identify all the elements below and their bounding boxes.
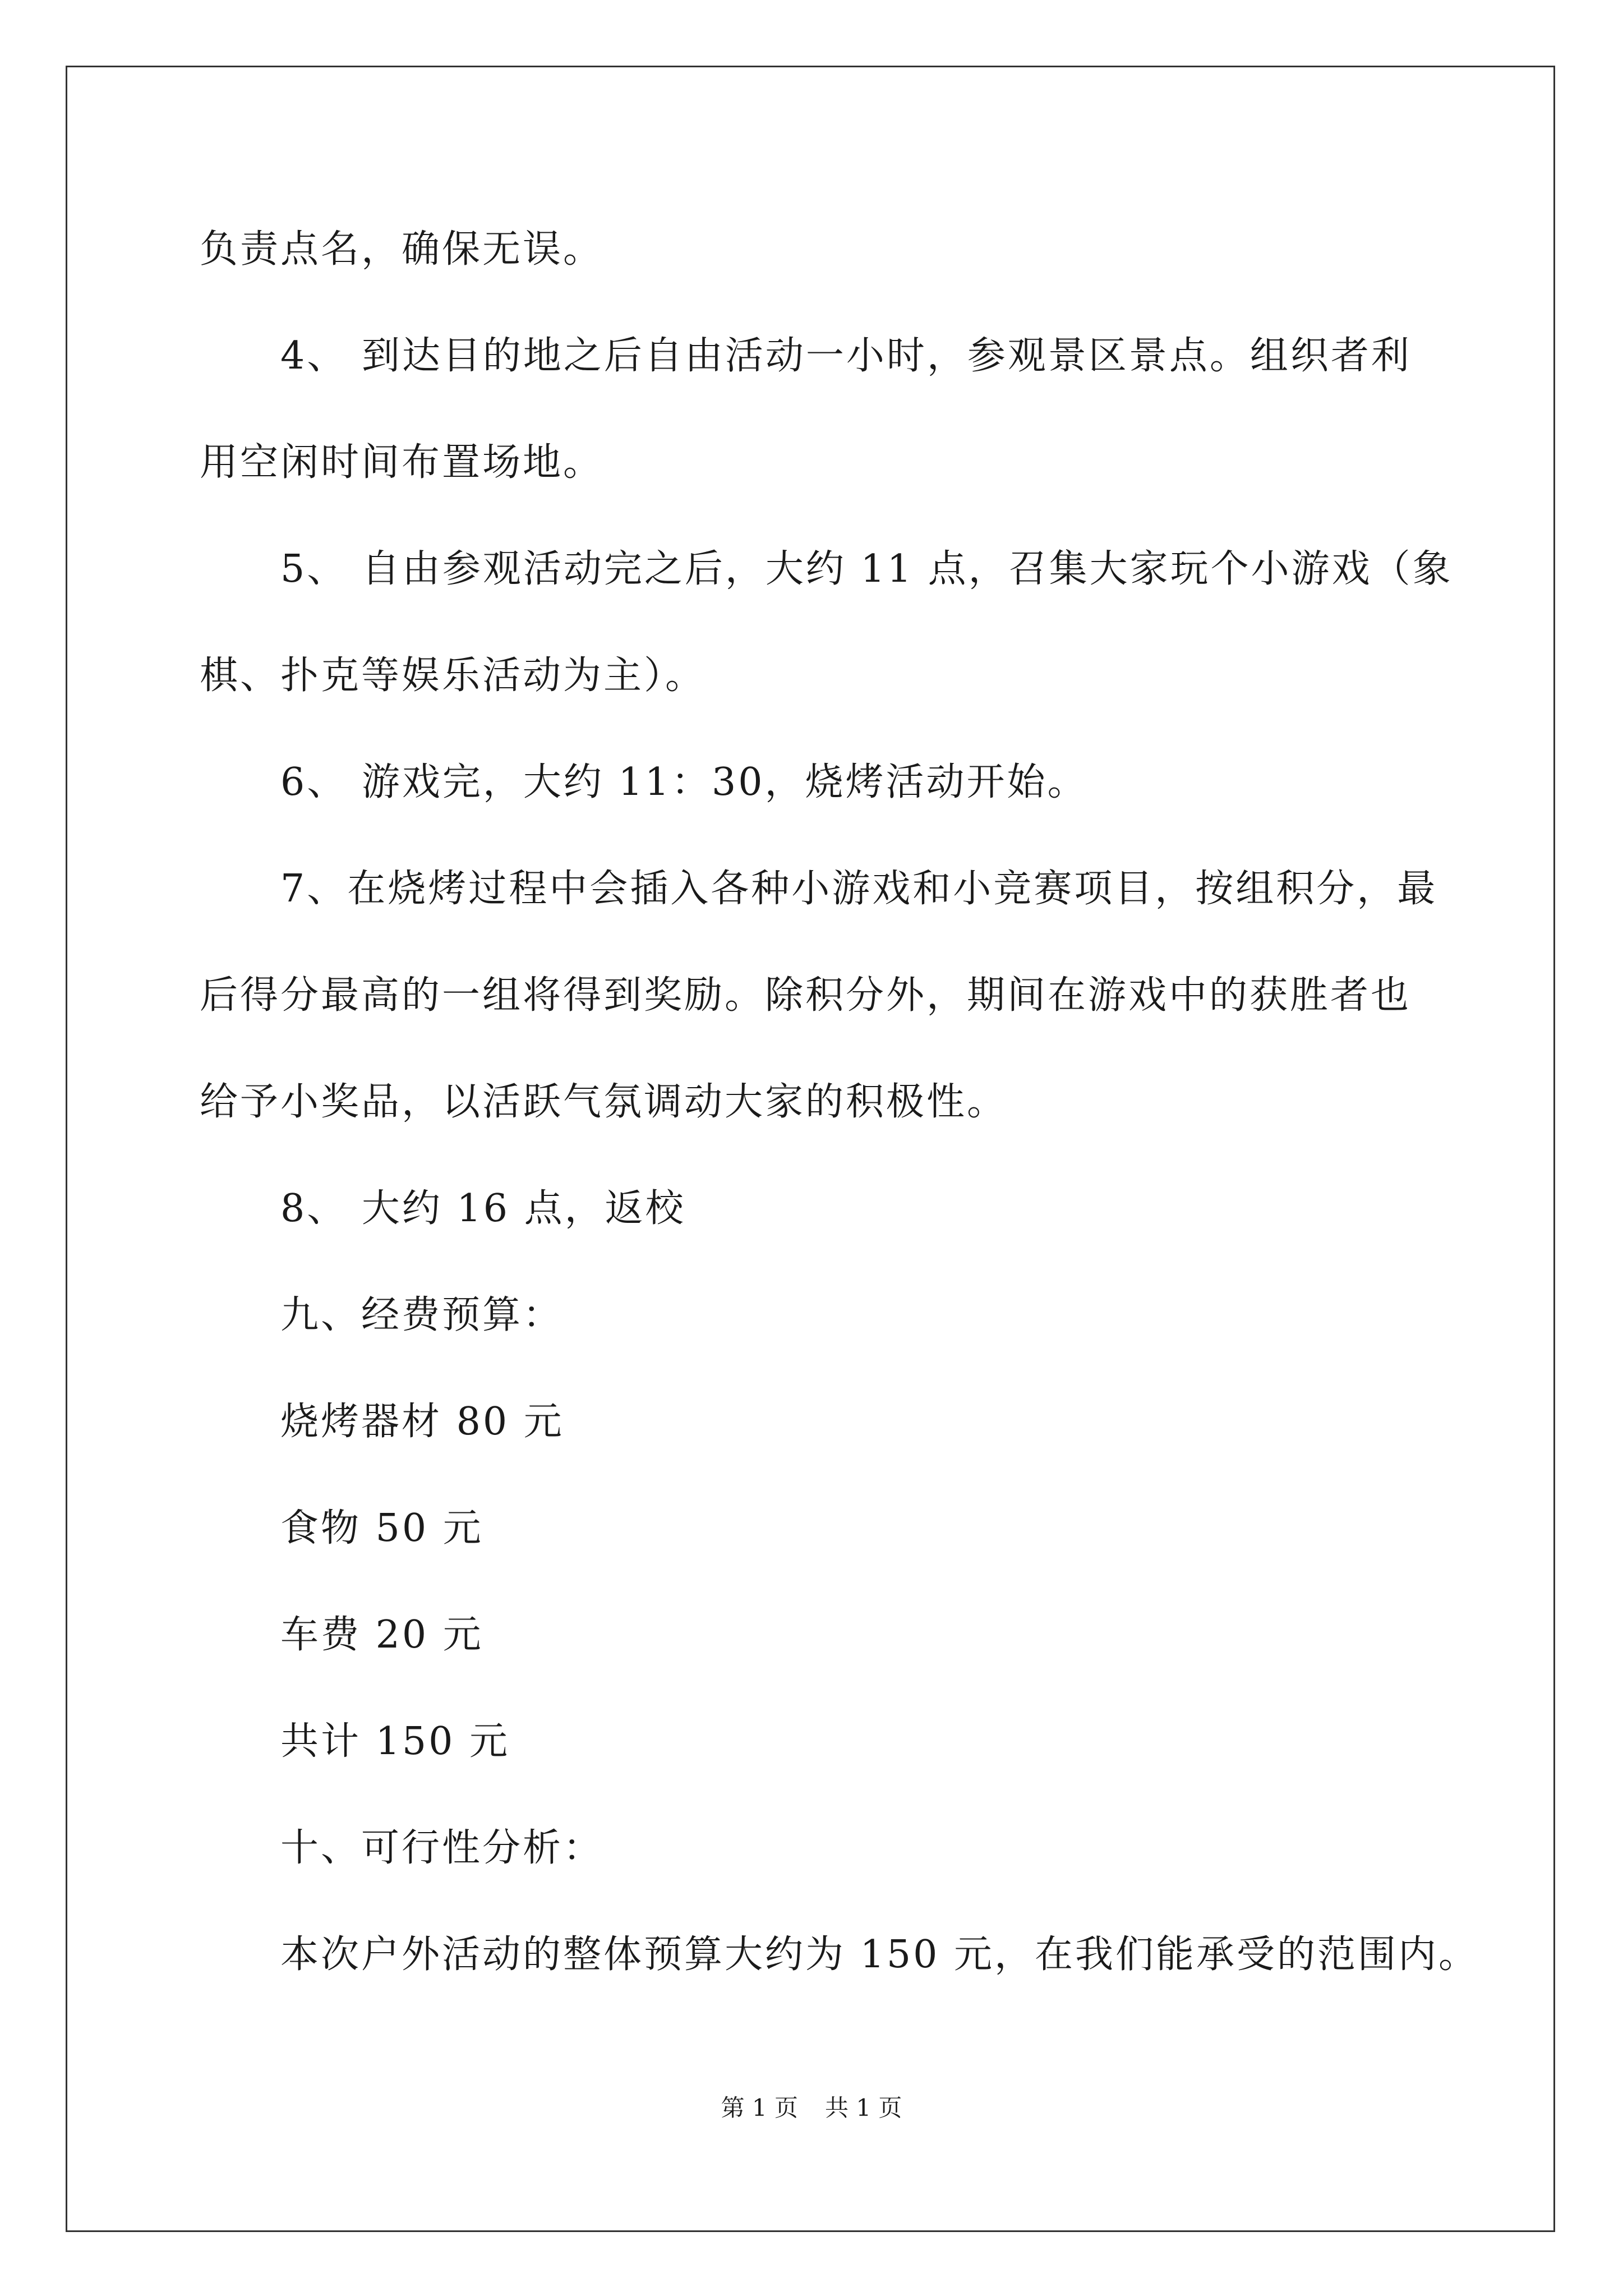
- text-line-17: 本次户外活动的整体预算大约为 150 元，在我们能承受的范围内。: [280, 1932, 1479, 1977]
- section-heading-feasibility: 十、可行性分析：: [280, 1826, 604, 1870]
- page-footer: [0, 2091, 1623, 2125]
- text-line-8: 后得分最高的一组将得到奖励。除积分外，期间在游戏中的获胜者也: [200, 973, 1412, 1018]
- page-total: 共 1 页: [825, 2094, 902, 2122]
- text-line-6: 6、 游戏完，大约 11：30，烧烤活动开始。: [280, 760, 1088, 804]
- section-heading-budget: 九、经费预算：: [280, 1293, 564, 1337]
- text-line-9: 给予小奖品，以活跃气氛调动大家的积极性。: [200, 1080, 1008, 1124]
- text-line-3: 用空闲时间布置场地。: [200, 440, 604, 485]
- budget-total: 共计 150 元: [280, 1719, 510, 1764]
- text-line-2: 4、 到达目的地之后自由活动一小时，参观景区景点。组织者利: [280, 334, 1412, 378]
- text-line-1: 负责点名，确保无误。: [200, 227, 604, 272]
- budget-item-transport: 车费 20 元: [280, 1613, 483, 1657]
- budget-item-equipment: 烧烤器材 80 元: [280, 1400, 564, 1444]
- text-line-10: 8、 大约 16 点，返校: [280, 1186, 686, 1231]
- page-number: 第 1 页: [721, 2094, 798, 2122]
- page-border: [66, 66, 1555, 2232]
- text-line-7: 7、在烧烤过程中会插入各种小游戏和小竞赛项目，按组积分，最: [280, 867, 1438, 911]
- budget-item-food: 食物 50 元: [280, 1506, 483, 1550]
- text-line-4: 5、 自由参观活动完之后，大约 11 点，召集大家玩个小游戏（象: [280, 547, 1453, 591]
- text-line-5: 棋、扑克等娱乐活动为主）。: [200, 654, 706, 698]
